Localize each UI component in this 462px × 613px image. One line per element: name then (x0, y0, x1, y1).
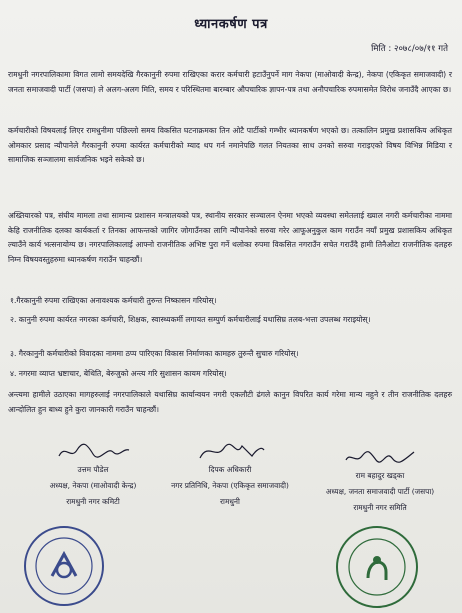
paragraph-3: अख्तियारको पत्र, संघीय मामला तथा सामान्य प्रशासन मन्त्रालयको पत्र, स्थानीय सरकार सञ्चालन ऐनमा भएको व्यवस्था समेतलाई ख्याल नगरी कर्मचारीका नाममा केहि राजनीतिक दलका कार्यकर्ता र तिनका आफन्तको जागिर जोगाउँनका लागि न्यौपानेको सरुवा गरेर आफूअनुकुल काम गराउँन नयाँ प्रमुख प्रशासकिय अधिकृत ल्याउँने कार्य भत्सनायोग्य छ। नगरपालिकालाई आफ्नो राजनीतिक अभिष्ट पुरा गर्ने थलोका रुपमा विकसित नगराउँन सचेत गराउँदै हामी तिनैओटा राजनीतिक दलहरु निम्न विषयवस्तुहरुमा ध्यानकर्षण गराउँन चाहन्छौं। (8, 211, 452, 264)
signatory-1 (18, 440, 168, 510)
signature-2-scrawl (190, 440, 270, 462)
demand-item-3: ३. गैरकानुनी कर्मचारीको विवादका नाममा ठप्प पारिएका विकास निर्माणका कामहरु तुरुन्तै सुचारु गरियोस्। (10, 349, 299, 358)
signatory-1-name: उत्तम पौडेल (77, 465, 109, 474)
janata-samajwadi-party-seal-icon (334, 524, 420, 610)
signatory-2-name: दिपक अधिकारी (208, 465, 252, 474)
signatory-2 (155, 440, 305, 510)
paragraph-2: कर्मचारीको विषयलाई लिएर रामधुनीमा पछिल्लो समय विकसित घटनाक्रमका तिन ओटै पार्टीको गम्भीर ध्यानकर्षण भएको छ। तत्कालिन प्रमुख प्रशासकिय अधिकृत ओमकार प्रसाद न्यौपानेले गैरकानुनी रुपमा कार्यरत कर्मचारीको म्याद थप गर्न नमानेपछि गलत नियतका साथ उनको सरुवा गराइएको विषय विभिन्न मिडिया र सामाजिक सञ्जालमा सार्वजनिक भइने सकेको छ। (8, 126, 452, 164)
signatory-1-role: अध्यक्ष, नेकपा (माओवादी केन्द्र) (49, 481, 137, 490)
signatory-1-org: रामधुनी नगर कमिटी (66, 497, 120, 506)
signature-3-scrawl (340, 446, 420, 468)
signatory-3-name: राम बहादुर खड्का (355, 471, 405, 480)
closing-paragraph: अन्त्यमा हामीले उठाएका मागहरुलाई नगरपालिकाले यथासिघ्र कार्यान्वयन नगरी एकलौटी ढंगले कानुन विपरित कार्य गरेमा मान्य नहुने र तीन राजनीतिक दलहरु आन्दोलित हुन बाध्य हुने कुरा जानकारी गराउँन चाहन्छौं। (8, 390, 452, 414)
signature-1-scrawl (53, 440, 133, 462)
letter-date: मिति : २०७८/०७/११ गते (371, 44, 448, 54)
signatory-2-org: रामधुनी (220, 497, 240, 506)
demand-item-2: २. कानुनी रुपमा कार्यरत नगरका कर्मचारी, शिक्षक, स्वास्थ्यकर्मी लगायत सम्पुर्ण कर्मचारीलाई यथासिघ्र तलब-भत्ता उपलब्ध गराइयोस्। (10, 315, 371, 324)
demand-item-1: १.गैरकानुनी रुपमा राखिएका अनावश्यक कर्मचारी तुरुन्त निष्कासन गरियोस्। (10, 296, 217, 305)
signatory-2-role: नगर प्रतिनिधि, नेकपा (एकिकृत समाजवादी) (171, 481, 289, 490)
signatory-3 (300, 446, 460, 516)
paragraph-1: रामधुनी नगरपालिकामा विगत लामो समयदेखि गैरकानुनी रुपमा राखिएका करार कर्मचारी हटाउँनुपर्ने माग नेकपा (माओवादी केन्द्र), नेकपा (एकिकृत समाजवादी) र जनता समाजवादी पार्टी (जसपा) ले अलग-अलग मिति, समय र परिस्थितमा बारम्बार औपचारिक ज्ञापन-पत्र तथा अनौपचारिक रुपमासमेत विरोध जनाउँदै आएका छ। (8, 70, 452, 94)
signatory-3-role: अध्यक्ष, जनता समाजवादी पार्टी (जसपा) (325, 487, 435, 496)
letter-title: ध्यानकर्षण पत्र (194, 17, 268, 32)
signatory-3-org: रामधुनी नगर समिति (353, 503, 407, 512)
maoist-party-seal-icon (22, 524, 106, 608)
demand-item-4: ४. नगरमा व्याप्त भ्रष्टाचार, बेथिति, बेरुजुको अन्त्य गरि सुशासन कायम गरियोस्। (10, 369, 227, 378)
